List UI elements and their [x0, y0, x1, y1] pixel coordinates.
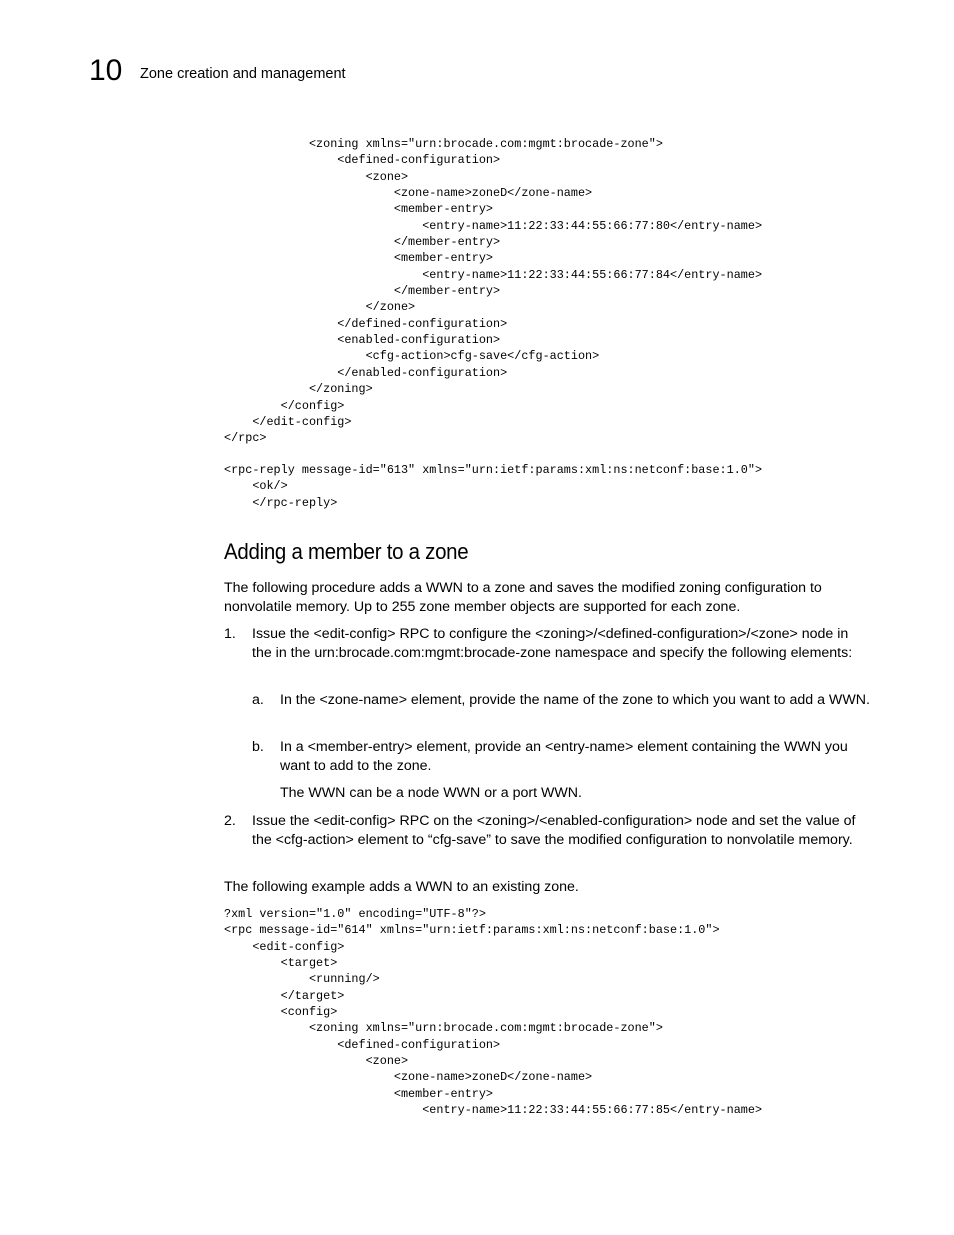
code-line: <enabled-configuration> — [224, 333, 501, 348]
code-line: </zone> — [224, 300, 416, 315]
code-line: <member-entry> — [224, 202, 494, 217]
step-text: Issue the <edit-config> RPC to configure the <zoning>/<defined-configuration>/<zone> node in the in the urn:brocade.com:mgmt:brocade-zone namespace and specify the following elements: — [252, 626, 853, 661]
substep-note: The WWN can be a node WWN or a port WWN. — [280, 785, 582, 801]
code-line: <zoning xmlns="urn:brocade.com:mgmt:brocade-zone"> — [224, 137, 663, 151]
code-line: <entry-name>11:22:33:44:55:66:77:80</entry-name> — [224, 218, 763, 233]
code-line: <zoning xmlns="urn:brocade.com:mgmt:brocade-zone"> — [224, 1021, 663, 1036]
example-intro: The following example adds a WWN to an existing zone. — [224, 879, 579, 895]
code-line: <defined-configuration> — [224, 1037, 501, 1052]
step-number: 1. — [224, 626, 236, 642]
code-line: <config> — [224, 1005, 338, 1020]
section-heading: Adding a member to a zone — [224, 539, 469, 564]
code-line: <zone> — [224, 169, 409, 184]
code-line: ?xml version="1.0" encoding="UTF-8"?> — [224, 907, 486, 921]
code-line: </target> — [224, 988, 345, 1003]
code-line: <defined-configuration> — [224, 153, 501, 168]
chapter-number: 10 — [89, 54, 123, 87]
step-text: Issue the <edit-config> RPC on the <zoning>/<enabled-configuration> node and set the value of the <cfg-action> element to “cfg-save” to save the modified configuration to nonvolatile memory. — [252, 813, 856, 848]
code-line: </edit-config> — [224, 414, 352, 429]
code-line: <zone-name>zoneD</zone-name> — [224, 186, 593, 201]
code-line: <member-entry> — [224, 1086, 494, 1101]
code-line: <entry-name>11:22:33:44:55:66:77:84</entry-name> — [224, 267, 763, 282]
code-line: <rpc-reply message-id="613" xmlns="urn:ietf:params:xml:ns:netconf:base:1.0"> — [224, 463, 763, 477]
code-line: <zone> — [224, 1054, 409, 1069]
code-line: <running/> — [224, 972, 380, 987]
code-line: <zone-name>zoneD</zone-name> — [224, 1070, 593, 1085]
substep-letter: b. — [252, 739, 264, 755]
code-line: </defined-configuration> — [224, 316, 508, 331]
code-line: </member-entry> — [224, 235, 501, 250]
code-line: </enabled-configuration> — [224, 365, 508, 380]
code-block-add-member-example — [224, 906, 762, 1118]
code-line: <target> — [224, 956, 338, 971]
substep-text: In the <zone-name> element, provide the name of the zone to which you want to add a WWN. — [280, 692, 870, 708]
section-intro: The following procedure adds a WWN to a zone and saves the modified zoning configuration to nonvolatile memory. Up to 255 zone member objects are supported for each zone. — [224, 580, 822, 615]
substep-text: In a <member-entry> element, provide an <entry-name> element containing the WWN you want to add to the zone. — [280, 739, 848, 774]
code-line: <edit-config> — [224, 939, 345, 954]
chapter-title: Zone creation and management — [140, 66, 346, 82]
code-line: </zoning> — [224, 382, 373, 397]
code-line: <cfg-action>cfg-save</cfg-action> — [224, 349, 600, 364]
code-line: </member-entry> — [224, 284, 501, 299]
substep-letter: a. — [252, 692, 264, 708]
code-line: </rpc-reply> — [224, 495, 338, 510]
code-line: </rpc> — [224, 431, 267, 446]
code-block-rpc-reply — [224, 462, 762, 511]
code-line: <entry-name>11:22:33:44:55:66:77:85</entry-name> — [224, 1103, 763, 1118]
code-block-zone-config — [224, 136, 762, 447]
step-number: 2. — [224, 813, 236, 829]
code-line: <rpc message-id="614" xmlns="urn:ietf:params:xml:ns:netconf:base:1.0"> — [224, 923, 720, 938]
code-line: </config> — [224, 398, 345, 413]
code-line: <ok/> — [224, 479, 288, 494]
code-line: <member-entry> — [224, 251, 494, 266]
